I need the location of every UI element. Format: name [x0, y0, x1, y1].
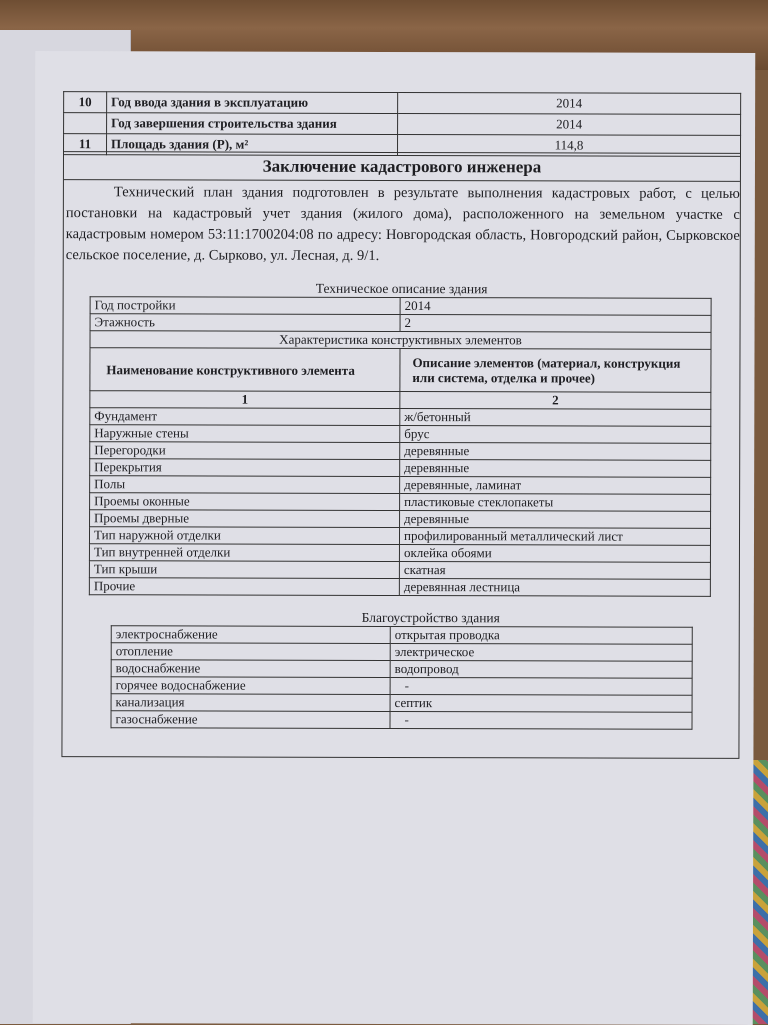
- row-label: Год завершения строительства здания: [107, 113, 398, 135]
- element-name: Перекрытия: [90, 459, 400, 477]
- table-row: [90, 493, 711, 512]
- utility-value: -: [390, 711, 692, 729]
- element-description: деревянные: [400, 443, 711, 461]
- table-row: [90, 510, 711, 529]
- table-row: [90, 476, 711, 495]
- row-value: 114,8: [398, 135, 741, 157]
- element-description: деревянные, ламинат: [400, 477, 711, 495]
- element-name: Фундамент: [90, 408, 400, 426]
- element-name: Проемы оконные: [90, 493, 400, 511]
- element-name: Проемы дверные: [90, 510, 400, 528]
- table-row: [89, 561, 710, 580]
- table-row: [90, 425, 711, 444]
- row-value: 2014: [398, 93, 741, 115]
- conclusion-title: Заключение кадастрового инженера: [64, 152, 740, 182]
- row-number: 11: [64, 134, 107, 155]
- table-row: [111, 660, 692, 679]
- element-description: брус: [400, 426, 711, 444]
- utility-value: электрическое: [390, 643, 692, 661]
- row-number: 10: [64, 92, 107, 113]
- row-number: [64, 113, 107, 134]
- table-row: [111, 711, 692, 730]
- table-row: [90, 314, 711, 333]
- table-row: [90, 331, 711, 350]
- utility-name: горячее водоснабжение: [111, 677, 390, 695]
- table-row: [111, 626, 692, 645]
- table-row: [64, 113, 741, 136]
- element-description: деревянные: [400, 511, 711, 529]
- element-description: ж/бетонный: [400, 409, 711, 427]
- year-label: Год постройки: [90, 297, 400, 315]
- conclusion-text: Технический план здания подготовлен в результате выполнения кадастровых работ, с целью постановки на кадастровый учет здания (жилого дома), расположенного на земельном участке с кадастровым номером 53:11:1700204:08 по адресу: Новгородская область, Новгородский район, Сырковское сельское поселение, д. Сырково, ул. Лесная, д. 9/1.: [65, 184, 740, 264]
- element-description: деревянные: [400, 460, 711, 478]
- column-header-description: Описание элементов (материал, конструкция или система, отделка и прочее): [400, 349, 711, 393]
- element-name: Перегородки: [90, 442, 400, 460]
- element-description: профилированный металлический лист: [399, 528, 710, 546]
- element-name: Тип наружной отделки: [89, 527, 399, 545]
- utility-name: газоснабжение: [111, 711, 390, 729]
- element-name: Тип внутренней отделки: [89, 544, 399, 562]
- structural-elements-subtitle: Характеристика конструктивных элементов: [90, 331, 711, 350]
- utility-value: септик: [390, 694, 692, 712]
- element-description: деревянная лестница: [399, 579, 710, 597]
- table-row: [90, 297, 711, 316]
- tech-description-table: [89, 296, 712, 597]
- element-description: скатная: [399, 562, 710, 580]
- utility-value: -: [390, 677, 692, 695]
- table-row: [64, 92, 741, 115]
- tech-description-title: Техническое описание здания: [315, 280, 488, 297]
- utility-value: открытая проводка: [390, 626, 692, 644]
- utility-name: электроснабжение: [111, 626, 390, 644]
- table-row: [89, 544, 710, 563]
- column-header-name: Наименование конструктивного элемента: [90, 348, 400, 392]
- element-description: оклейка обоями: [399, 545, 710, 563]
- element-name: Наружные стены: [90, 425, 400, 443]
- column-number: 2: [400, 392, 711, 410]
- row-value: 2014: [398, 114, 741, 136]
- floors-value: 2: [400, 315, 711, 333]
- utilities-table: [111, 625, 693, 730]
- row-label: Площадь здания (Р), м²: [107, 134, 398, 156]
- utilities-title: Благоустройство здания: [361, 609, 500, 626]
- element-description: пластиковые стеклопакеты: [400, 494, 711, 512]
- table-row: [111, 643, 692, 662]
- column-number: 1: [90, 391, 400, 409]
- table-row: [89, 578, 710, 597]
- utility-name: канализация: [111, 694, 390, 712]
- table-row: [111, 694, 692, 713]
- building-info-table: [63, 91, 741, 157]
- table-header-numbers: [90, 391, 711, 410]
- row-label: Год ввода здания в эксплуатацию: [107, 92, 398, 114]
- document-page: [33, 51, 756, 1025]
- table-row: [90, 408, 711, 427]
- conclusion-section: [61, 151, 741, 759]
- utility-name: отопление: [111, 643, 390, 661]
- element-name: Прочие: [89, 578, 399, 596]
- table-row: [111, 677, 692, 696]
- utility-name: водоснабжение: [111, 660, 390, 678]
- table-header-row: [90, 348, 711, 393]
- year-value: 2014: [400, 298, 711, 316]
- element-name: Полы: [90, 476, 400, 494]
- table-row: [89, 527, 710, 546]
- table-row: [90, 442, 711, 461]
- floors-label: Этажность: [90, 314, 400, 332]
- table-row: [90, 459, 711, 478]
- utility-value: водопровод: [390, 660, 692, 678]
- element-name: Тип крыши: [89, 561, 399, 579]
